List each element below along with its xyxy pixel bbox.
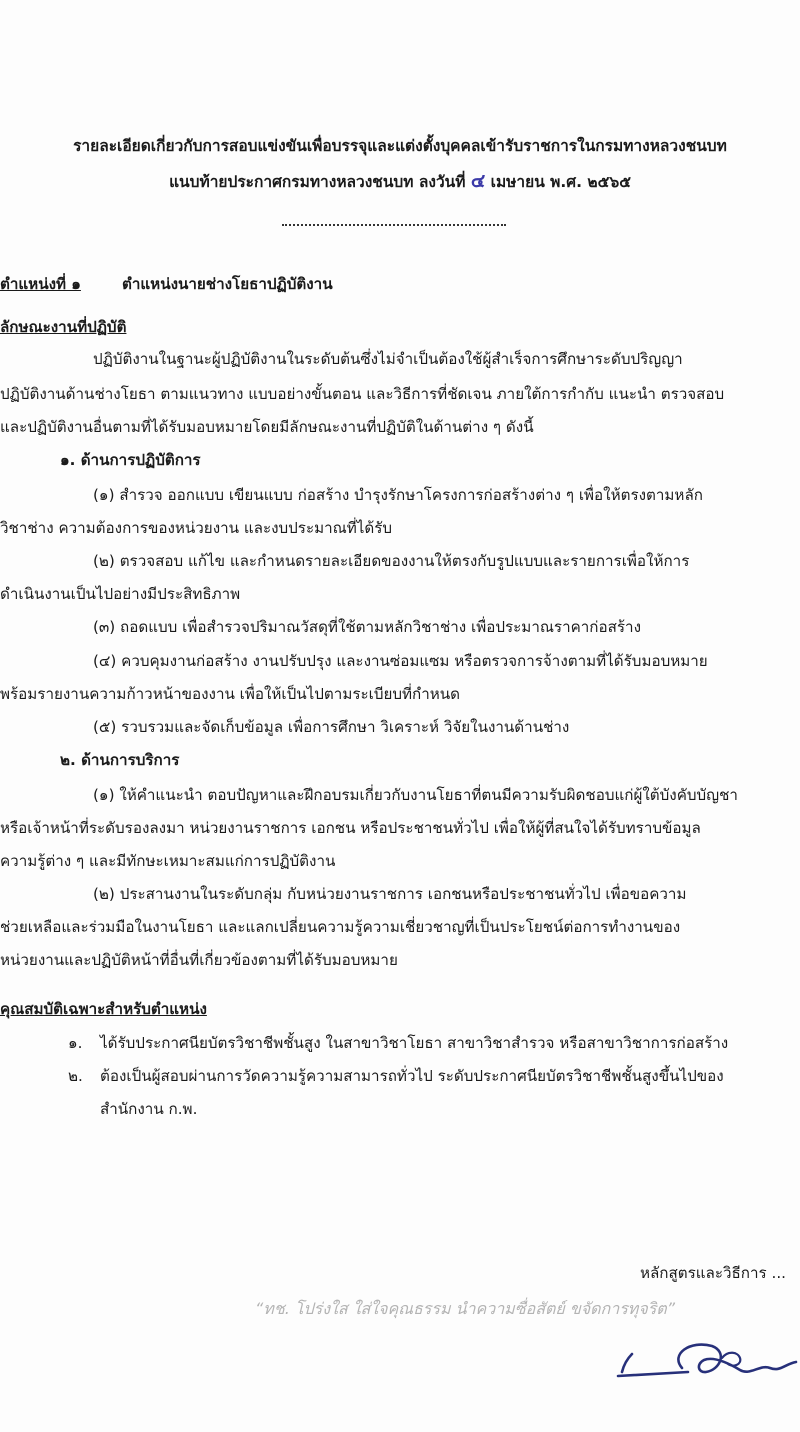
operations-item: (๒) ตรวจสอบ แก้ไข และกำหนดรายละเอียดของงานให้ตรงกับรูปแบบและรายการเพื่อให้การ [93,552,690,570]
section-operations-heading: ๑. ด้านการปฏิบัติการ [60,451,201,469]
operations-item: พร้อมรายงานความก้าวหน้าของงาน เพื่อให้เป็นไปตามระเบียบที่กำหนด [0,685,461,703]
duties-intro-line: และปฏิบัติงานอื่นตามที่ได้รับมอบหมายโดยมีลักษณะงานที่ปฏิบัติในด้านต่าง ๆ ดังนี้ [0,418,534,436]
duties-intro-line: ปฏิบัติงานด้านช่างโยธา ตามแนวทาง แบบอย่างขั้นตอน และวิธีการที่ชัดเจน ภายใต้การกำกับ แนะนำ ตรวจสอบ [0,385,725,403]
operations-item: ดำเนินงานเป็นไปอย่างมีประสิทธิภาพ [0,585,241,603]
handwritten-date: ๔ [470,170,486,192]
continued-note: หลักสูตรและวิธีการ ... [639,1264,786,1282]
qualification-item: ต้องเป็นผู้สอบผ่านการวัดความรู้ความสามารถทั่วไป ระดับประกาศนียบัตรวิชาชีพชั้นสูงขึ้นไปของ [100,1067,724,1085]
operations-item: (๓) ถอดแบบ เพื่อสำรวจปริมาณวัสดุที่ใช้ตามหลักวิชาช่าง เพื่อประมาณราคาก่อสร้าง [93,618,641,636]
operations-item: (๔) ควบคุมงานก่อสร้าง งานปรับปรุง และงานซ่อมแซม หรือตรวจการจ้างตามที่ได้รับมอบหมาย [93,652,708,670]
operations-item: (๑) สำรวจ ออกแบบ เขียนแบบ ก่อสร้าง บำรุงรักษาโครงการก่อสร้างต่าง ๆ เพื่อให้ตรงตามหลัก [93,486,703,504]
section-services-heading: ๒. ด้านการบริการ [60,751,180,769]
qualification-item: สำนักงาน ก.พ. [100,1100,198,1118]
operations-item: (๕) รวบรวมและจัดเก็บข้อมูล เพื่อการศึกษา วิเคราะห์ วิจัยในงานด้านช่าง [93,718,570,736]
qualifications-heading: คุณสมบัติเฉพาะสำหรับตำแหน่ง [0,1000,207,1018]
qualification-item: ได้รับประกาศนียบัตรวิชาชีพชั้นสูง ในสาขาวิชาโยธา สาขาวิชาสำรวจ หรือสาขาวิชาการก่อสร้าง [100,1034,729,1052]
services-item: ช่วยเหลือและร่วมมือในงานโยธา และแลกเปลี่ยนความรู้ความเชี่ยวชาญที่เป็นประโยชน์ต่อการทำงานของ [0,918,681,936]
services-item: หรือเจ้าหน้าที่ระดับรองลงมา หน่วยงานราชการ เอกชน หรือประชาชนทั่วไป เพื่อให้ผู้ที่สนใจได้รับทราบข้อมูล [0,819,701,837]
title-line2-prefix: แนบท้ายประกาศกรมทางหลวงชนบท ลงวันที่ [169,173,466,191]
document-title-line1: รายละเอียดเกี่ยวกับการสอบแข่งขันเพื่อบรรจุและแต่งตั้งบุคคลเข้ารับราชการในกรมทางหลวงชนบท [73,137,727,155]
services-item: (๑) ให้คำแนะนำ ตอบปัญหาและฝึกอบรมเกี่ยวกับงานโยธาที่ตนมีความรับผิดชอบแก่ผู้ใต้บังคับบัญชา [93,786,738,804]
operations-item: วิชาช่าง ความต้องการของหน่วยงาน และงบประมาณที่ได้รับ [0,519,393,537]
duties-heading: ลักษณะงานที่ปฏิบัติ [0,318,127,336]
services-item: (๒) ประสานงานในระดับกลุ่ม กับหน่วยงานราชการ เอกชนหรือประชาชนทั่วไป เพื่อขอความ [93,885,687,903]
dotted-separator [282,216,506,226]
motto-footer: “ทช. โปร่งใส ใส่ใจคุณธรรม นำความซื่อสัตย์ ขจัดการทุจริต” [255,1299,675,1318]
handwritten-signature [610,1324,800,1394]
position-title: ตำแหน่งนายช่างโยธาปฏิบัติงาน [122,275,333,293]
services-item: หน่วยงานและปฏิบัติหน้าที่อื่นที่เกี่ยวข้องตามที่ได้รับมอบหมาย [0,951,398,969]
document-title-line2 [0,170,800,193]
services-item: ความรู้ต่าง ๆ และมีทักษะเหมาะสมแก่การปฏิบัติงาน [0,852,336,870]
position-label: ตำแหน่งที่ ๑ [0,275,81,293]
duties-intro-line: ปฏิบัติงานในฐานะผู้ปฏิบัติงานในระดับต้นซึ่งไม่จำเป็นต้องใช้ผู้สำเร็จการศึกษาระดับปริญญา [93,350,683,368]
title-line2-suffix: เมษายน พ.ศ. ๒๕๖๕ [490,173,631,191]
qualification-number: ๑. [68,1034,83,1052]
qualification-number: ๒. [68,1067,83,1085]
